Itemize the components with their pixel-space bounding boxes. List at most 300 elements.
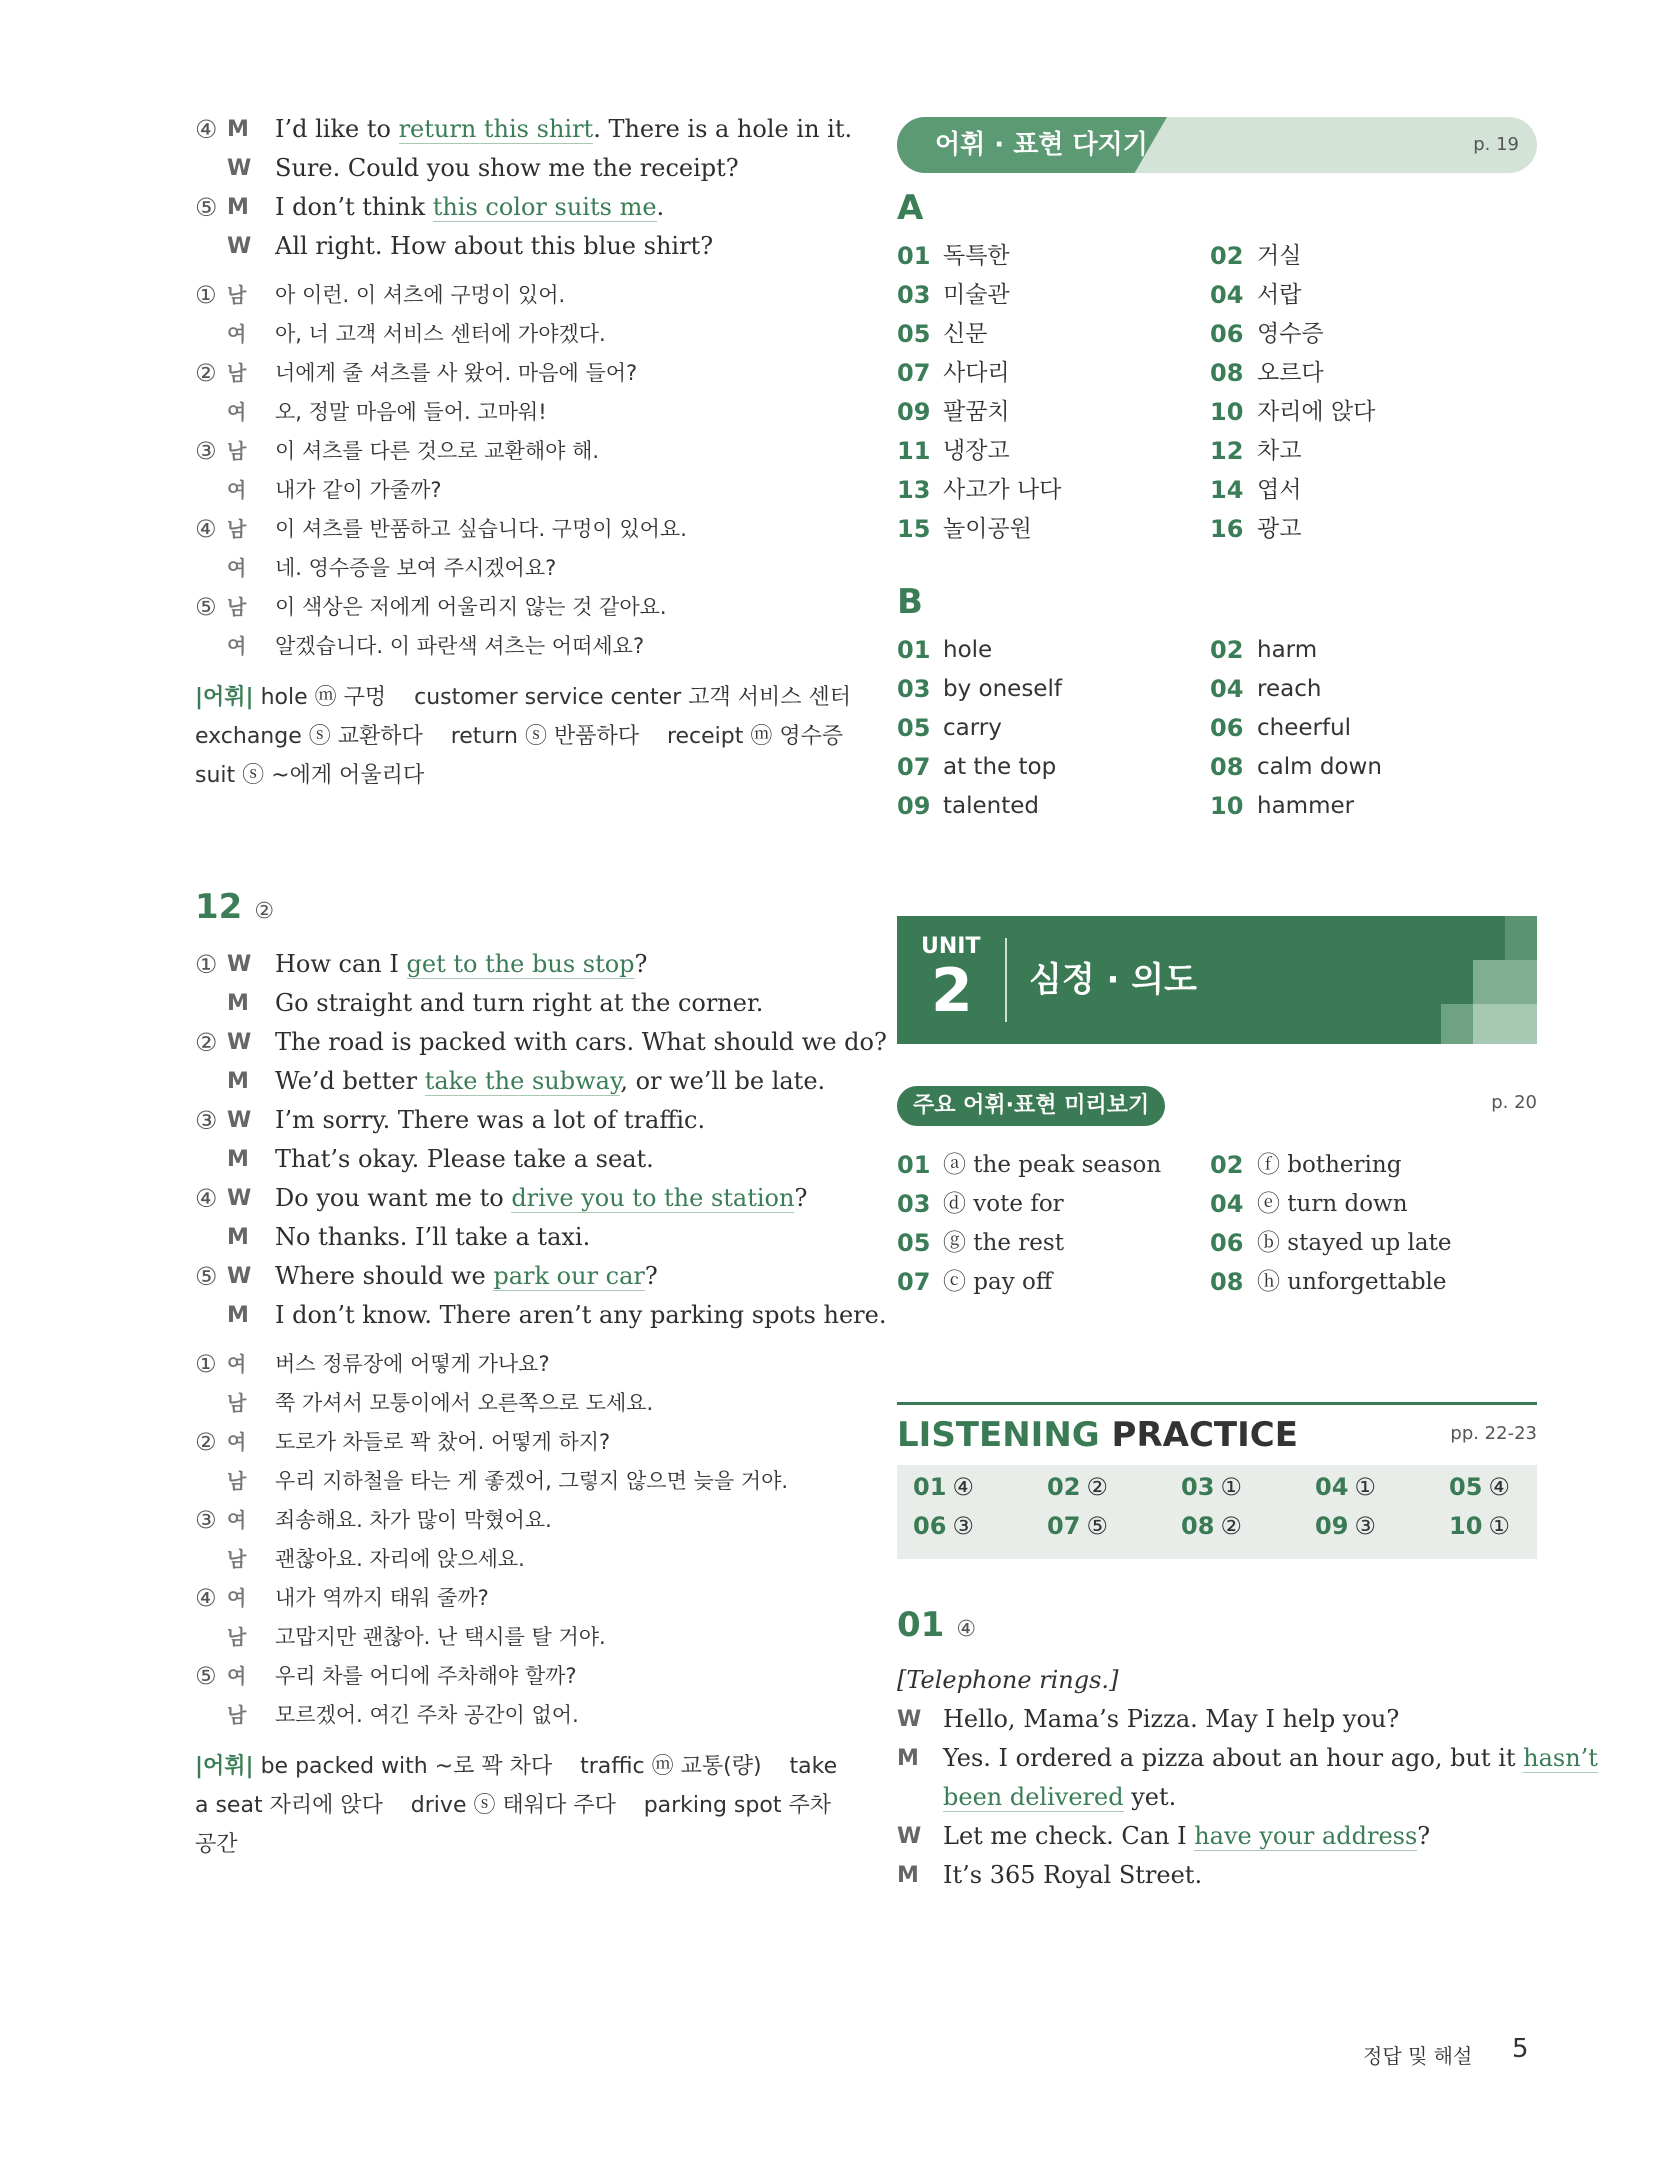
highlight-phrase: get to the bus stop (406, 950, 635, 978)
line-text: 우리 지하철을 타는 게 좋겠어, 그렇지 않으면 늦을 거야. (275, 1469, 789, 1493)
item-number: 11 (897, 437, 931, 465)
dialog-line (195, 1101, 845, 1140)
highlight-phrase: drive you to the station (511, 1184, 795, 1212)
item-number: 10 (1210, 398, 1244, 426)
section-a-answers (897, 237, 1537, 549)
translation-line (195, 1501, 845, 1540)
listening-practice-header (897, 1402, 1537, 1465)
item-answer: harm (1257, 637, 1318, 663)
item-answer: 팔꿈치 (943, 399, 1010, 425)
banner-page: p. 19 (1473, 134, 1519, 155)
line-text: 이 색상은 저에게 어울리지 않는 것 같아요. (275, 595, 667, 619)
speaker: 남 (227, 595, 247, 619)
text-part: How can I (275, 950, 407, 978)
answer-row (897, 1224, 1537, 1263)
translation-line (195, 471, 845, 510)
line-text (275, 945, 647, 984)
vocab-text: 공간 (195, 1832, 238, 1857)
speaker: M (227, 1303, 249, 1328)
text-part: No thanks. I’ll take a taxi. (275, 1223, 591, 1251)
item-answer: ⓕ bothering (1257, 1152, 1402, 1178)
left-column (195, 110, 887, 1864)
translation-line (195, 432, 845, 471)
item-answer: 오르다 (1257, 360, 1324, 386)
item-answer: 사고가 나다 (943, 477, 1062, 503)
item-number: 06 (1210, 1229, 1244, 1257)
dialog-line (897, 1856, 1537, 1895)
answer-row (897, 787, 1537, 826)
line-text: 모르겠어. 여긴 주차 공간이 없어. (275, 1703, 579, 1727)
vocab-box-2 (195, 1747, 845, 1864)
answer-row (897, 237, 1537, 276)
item-number: 02 (1210, 636, 1244, 664)
line-text (275, 1257, 658, 1296)
item-answer: cheerful (1257, 715, 1352, 741)
line-text (943, 1856, 1202, 1895)
section-a-label: A (897, 188, 924, 228)
translation-line (195, 393, 845, 432)
listening-practice-answers (897, 1465, 1537, 1559)
lp-item-number: 03 (1181, 1473, 1215, 1501)
text-part: . (656, 193, 665, 221)
text-part: ? (634, 950, 648, 978)
text-part: That’s okay. Please take a seat. (275, 1145, 654, 1173)
item-answer: ⓔ turn down (1257, 1191, 1408, 1217)
lp-page: pp. 22-23 (1450, 1423, 1537, 1444)
speaker: M (227, 1225, 249, 1250)
lp-item-number: 01 (913, 1473, 947, 1501)
vocab-line (195, 717, 845, 756)
question-01-header (897, 1597, 1537, 1653)
item-number: 02 (1210, 1151, 1244, 1179)
answer-row (897, 631, 1537, 670)
translation-line (195, 315, 845, 354)
speaker: 남 (227, 439, 247, 463)
highlight-phrase: park our car (493, 1262, 645, 1290)
decor-square (1473, 1004, 1537, 1044)
text-part: Go straight and turn right at the corner. (275, 989, 764, 1017)
item-number: 16 (1210, 515, 1244, 543)
lp-item-answer: ② (1220, 1512, 1242, 1540)
line-text (275, 1062, 825, 1101)
speaker: W (227, 1264, 252, 1289)
answer-row (897, 1146, 1537, 1185)
line-text (943, 1739, 1598, 1778)
preview-page: p. 20 (1491, 1092, 1537, 1113)
item-number: 06 (1210, 714, 1244, 742)
vocab-text: exchange ⓢ 교환하다 return ⓢ 반품하다 receipt ⓜ 영수증 (195, 724, 844, 749)
line-text: 쭉 가셔서 모퉁이에서 오른쪽으로 도세요. (275, 1391, 654, 1415)
translation-line (195, 1618, 845, 1657)
text-part: ? (794, 1184, 808, 1212)
item-number: 13 (897, 476, 931, 504)
answer-row (897, 393, 1537, 432)
section-b-label: B (897, 582, 923, 622)
item-number: 05 (897, 1229, 931, 1257)
item-number: 04 (1210, 281, 1244, 309)
answer-row (897, 670, 1537, 709)
item-answer: 사다리 (943, 360, 1010, 386)
line-text: 이 셔츠를 다른 것으로 교환해야 해. (275, 439, 600, 463)
lp-title-a: LISTENING (897, 1415, 1100, 1455)
answer-row (897, 315, 1537, 354)
dialog-line (195, 1218, 845, 1257)
highlight-phrase: this color suits me (432, 193, 657, 221)
speaker: 여 (227, 1586, 247, 1610)
question-number: 01 (897, 1605, 945, 1645)
speaker: 남 (227, 361, 247, 385)
speaker: W (227, 1030, 252, 1055)
vocab-text: a seat 자리에 앉다 drive ⓢ 태워다 주다 parking spot 주차 (195, 1793, 831, 1818)
item-answer: 미술관 (943, 282, 1010, 308)
right-column (897, 117, 1598, 1895)
dialog-line (195, 945, 845, 984)
speaker: M (227, 117, 249, 142)
item-answer: hole (943, 637, 993, 663)
speaker: M (227, 991, 249, 1016)
lp-answer (913, 1473, 974, 1501)
item-number: 08 (1210, 1268, 1244, 1296)
vocab-line (195, 1747, 845, 1786)
line-text (275, 1101, 705, 1140)
translation-line (195, 1384, 845, 1423)
translation-line (195, 1540, 845, 1579)
vocab-review-banner (897, 117, 1537, 173)
lp-answer (1047, 1473, 1108, 1501)
line-text: 이 셔츠를 반품하고 싶습니다. 구멍이 있어요. (275, 517, 687, 541)
item-number: 01 (897, 1151, 931, 1179)
line-text: 내가 역까지 태워 줄까? (275, 1586, 489, 1610)
unit-number: 2 (931, 956, 973, 1026)
item-answer: 독특한 (943, 243, 1010, 269)
item-number: 03 (897, 675, 931, 703)
unit-title: 심정 · 의도 (1029, 960, 1197, 1000)
line-text: 괜찮아요. 자리에 앉으세요. (275, 1547, 525, 1571)
line-number: ① (195, 950, 218, 979)
speaker: W (897, 1707, 922, 1732)
translation-line (195, 1423, 845, 1462)
lp-answer (1047, 1512, 1108, 1540)
vocab-line (195, 1786, 845, 1825)
item-number: 08 (1210, 359, 1244, 387)
item-answer: reach (1257, 676, 1322, 702)
line-number: ④ (195, 1184, 218, 1213)
item-number: 14 (1210, 476, 1244, 504)
stage-direction: [Telephone rings.] (897, 1666, 1119, 1694)
line-number: ⑤ (195, 593, 217, 621)
item-number: 08 (1210, 753, 1244, 781)
question-number: 12 (195, 887, 243, 927)
item-answer: 냉장고 (943, 438, 1010, 464)
lp-answer (1181, 1473, 1242, 1501)
dialog-line (897, 1700, 1537, 1739)
item-answer: ⓖ the rest (943, 1230, 1064, 1256)
speaker: 여 (227, 1664, 247, 1688)
speaker: 남 (227, 1625, 247, 1649)
item-number: 07 (897, 753, 931, 781)
vocab-box-1 (195, 678, 852, 795)
lp-item-answer: ④ (952, 1473, 974, 1501)
line-number: ① (195, 1350, 217, 1378)
answer-row (897, 354, 1537, 393)
item-number: 15 (897, 515, 931, 543)
item-answer: ⓓ vote for (943, 1191, 1064, 1217)
lp-item-answer: ① (1488, 1512, 1510, 1540)
line-number: ⑤ (195, 193, 218, 222)
item-answer: 서랍 (1257, 282, 1302, 308)
speaker: 남 (227, 517, 247, 541)
line-number: ④ (195, 1584, 217, 1612)
item-answer: calm down (1257, 754, 1382, 780)
lp-item-answer: ⑤ (1086, 1512, 1108, 1540)
dialog-line (195, 1062, 845, 1101)
item-answer: ⓗ unforgettable (1257, 1269, 1447, 1295)
item-answer: 자리에 앉다 (1257, 399, 1376, 425)
speaker: 남 (227, 283, 247, 307)
vocab-label: |어휘| (195, 685, 254, 710)
line-text (275, 188, 664, 227)
speaker: M (897, 1746, 919, 1771)
text-part: I don’t think (275, 193, 433, 221)
line-text (275, 1179, 807, 1218)
lp-item-number: 10 (1449, 1512, 1483, 1540)
lp-answer (1449, 1473, 1510, 1501)
line-number: ③ (195, 1506, 217, 1534)
line-number: ② (195, 1428, 217, 1456)
lp-item-number: 07 (1047, 1512, 1081, 1540)
vocab-line (195, 678, 852, 717)
text-part: Yes. I ordered a pizza about an hour ago, but it (943, 1744, 1524, 1772)
line-text (275, 149, 739, 188)
highlight-phrase: return this shirt (398, 115, 594, 143)
line-text: 도로가 차들로 꽉 찼어. 어떻게 하지? (275, 1430, 611, 1454)
speaker: M (897, 1863, 919, 1888)
text-part: Do you want me to (275, 1184, 512, 1212)
item-number: 04 (1210, 1190, 1244, 1218)
vocab-line (195, 1825, 845, 1864)
answer-row (897, 709, 1537, 748)
text-part: Sure. Could you show me the receipt? (275, 154, 739, 182)
line-number: ③ (195, 1106, 218, 1135)
speaker: 여 (227, 556, 247, 580)
lp-item-number: 08 (1181, 1512, 1215, 1540)
text-part: Where should we (275, 1262, 494, 1290)
item-answer: 거실 (1257, 243, 1302, 269)
decor-square (1505, 916, 1537, 960)
line-number: ④ (195, 515, 217, 543)
text-part: I’d like to (275, 115, 399, 143)
line-number: ⑤ (195, 1662, 217, 1690)
line-text: 오, 정말 마음에 들어. 고마워! (275, 400, 547, 424)
highlight-phrase: take the subway (424, 1067, 621, 1095)
line-number: ⑤ (195, 1262, 218, 1291)
dialog-line (897, 1739, 1598, 1778)
line-text (943, 1817, 1430, 1856)
translation-line (195, 1345, 845, 1384)
item-number: 04 (1210, 675, 1244, 703)
unit-header (897, 916, 1537, 1044)
item-answer: ⓐ the peak season (943, 1152, 1162, 1178)
preview-header (897, 1080, 1537, 1136)
speaker: 여 (227, 1352, 247, 1376)
answer-row (897, 510, 1537, 549)
text-part: , or we’ll be late. (620, 1067, 826, 1095)
dialog-line (195, 188, 845, 227)
translation-line (195, 627, 845, 666)
highlight-phrase: hasn’t (1523, 1744, 1598, 1772)
dialog-line (195, 227, 845, 266)
item-answer: by oneself (943, 676, 1062, 702)
item-number: 10 (1210, 792, 1244, 820)
lp-item-answer: ③ (1354, 1512, 1376, 1540)
text-part: Hello, Mama’s Pizza. May I help you? (943, 1705, 1400, 1733)
text-part: I’m sorry. There was a lot of traffic. (275, 1106, 706, 1134)
answer-row (897, 276, 1537, 315)
lp-item-answer: ① (1354, 1473, 1376, 1501)
item-number: 07 (897, 1268, 931, 1296)
decor-square (1473, 960, 1537, 1004)
item-answer: ⓑ stayed up late (1257, 1230, 1452, 1256)
dialog-korean-q12 (195, 1345, 845, 1735)
speaker: 여 (227, 1508, 247, 1532)
line-text (275, 1218, 590, 1257)
speaker: 남 (227, 1391, 247, 1415)
translation-line (195, 354, 845, 393)
dialog-line (195, 1179, 845, 1218)
speaker: W (227, 156, 252, 181)
speaker: 여 (227, 634, 247, 658)
speaker: M (227, 1069, 249, 1094)
translation-line (195, 510, 845, 549)
lp-answer (1449, 1512, 1510, 1540)
speaker: W (227, 952, 252, 977)
speaker: 여 (227, 1430, 247, 1454)
line-text (275, 110, 852, 149)
translation-line (195, 1696, 845, 1735)
line-text: 네. 영수증을 보여 주시겠어요? (275, 556, 557, 580)
dialog-line (195, 149, 845, 188)
item-number: 05 (897, 714, 931, 742)
item-number: 09 (897, 792, 931, 820)
item-number: 05 (897, 320, 931, 348)
dialog-line (195, 110, 853, 149)
answer-row (897, 471, 1537, 510)
line-text (275, 1296, 886, 1335)
translation-line (195, 1579, 845, 1618)
speaker: M (227, 1147, 249, 1172)
unit-label: UNIT (921, 934, 981, 959)
answer-row (897, 432, 1537, 471)
translation-line (195, 276, 845, 315)
line-text: 버스 정류장에 어떻게 가나요? (275, 1352, 550, 1376)
text-part: . There is a hole in it. (593, 115, 853, 143)
speaker: W (227, 1186, 252, 1211)
lp-answer (1315, 1512, 1376, 1540)
speaker: W (227, 234, 252, 259)
section-b-answers (897, 631, 1537, 826)
lp-item-number: 05 (1449, 1473, 1483, 1501)
line-text: 우리 차를 어디에 주차해야 할까? (275, 1664, 577, 1688)
line-text: 알겠습니다. 이 파란색 셔츠는 어떠세요? (275, 634, 645, 658)
translation-line (195, 588, 845, 627)
speaker: 남 (227, 1469, 247, 1493)
text-part: Let me check. Can I (943, 1822, 1195, 1850)
item-number: 07 (897, 359, 931, 387)
item-number: 06 (1210, 320, 1244, 348)
line-number: ② (195, 359, 217, 387)
speaker: M (227, 195, 249, 220)
item-answer: 놀이공원 (943, 516, 1032, 542)
dialog-line (195, 1257, 845, 1296)
highlight-phrase: have your address (1194, 1822, 1418, 1850)
lp-item-answer: ④ (1488, 1473, 1510, 1501)
lp-item-number: 02 (1047, 1473, 1081, 1501)
lp-item-number: 09 (1315, 1512, 1349, 1540)
item-number: 02 (1210, 242, 1244, 270)
item-number: 03 (897, 281, 931, 309)
translation-line (195, 1462, 845, 1501)
item-number: 01 (897, 636, 931, 664)
answer-row (897, 1263, 1537, 1302)
item-answer: at the top (943, 754, 1057, 780)
text-part: ? (1417, 1822, 1431, 1850)
line-number: ④ (195, 115, 218, 144)
line-text: 고맙지만 괜찮아. 난 택시를 탈 거야. (275, 1625, 606, 1649)
item-answer: 엽서 (1257, 477, 1302, 503)
speaker: W (897, 1824, 922, 1849)
unit-divider (1005, 938, 1007, 1022)
dialog-line (195, 1140, 845, 1179)
dialog-q01 (897, 1700, 1598, 1895)
dialog-line (195, 984, 845, 1023)
speaker: 남 (227, 1703, 247, 1727)
line-text: 아 이런. 이 셔츠에 구멍이 있어. (275, 283, 566, 307)
page-number: 5 (1512, 2034, 1529, 2064)
speaker: 여 (227, 478, 247, 502)
lp-title-b: PRACTICE (1111, 1415, 1298, 1455)
item-answer: ⓒ pay off (943, 1269, 1053, 1295)
lp-answer (913, 1512, 974, 1540)
line-text: 내가 같이 가줄까? (275, 478, 442, 502)
question-answer: ② (254, 899, 275, 924)
line-text (943, 1700, 1399, 1739)
vocab-text: hole ⓜ 구멍 customer service center 고객 서비스 센터 (260, 685, 852, 710)
item-answer: talented (943, 793, 1039, 819)
translation-line (195, 549, 845, 588)
decor-square (1441, 1004, 1473, 1044)
lp-item-answer: ② (1086, 1473, 1108, 1501)
item-answer: carry (943, 715, 1002, 741)
banner-title: 어휘 · 표현 다지기 (935, 130, 1148, 160)
highlight-phrase: been delivered (943, 1783, 1124, 1811)
lp-item-answer: ③ (952, 1512, 974, 1540)
lp-item-answer: ① (1220, 1473, 1242, 1501)
item-answer: 차고 (1257, 438, 1302, 464)
answer-row (897, 1185, 1537, 1224)
dialog-line (195, 1023, 887, 1062)
vocab-line (195, 756, 845, 795)
speaker: 여 (227, 322, 247, 346)
vocab-text: suit ⓢ ~에게 어울리다 (195, 763, 425, 788)
text-part: We’d better (275, 1067, 425, 1095)
text-part: All right. How about this blue shirt? (275, 232, 714, 260)
question-answer: ④ (956, 1617, 977, 1642)
lp-item-number: 04 (1315, 1473, 1349, 1501)
text-part: It’s 365 Royal Street. (943, 1861, 1203, 1889)
lp-item-number: 06 (913, 1512, 947, 1540)
line-text (275, 227, 713, 266)
text-part: I don’t know. There aren’t any parking spots here. (275, 1301, 887, 1329)
